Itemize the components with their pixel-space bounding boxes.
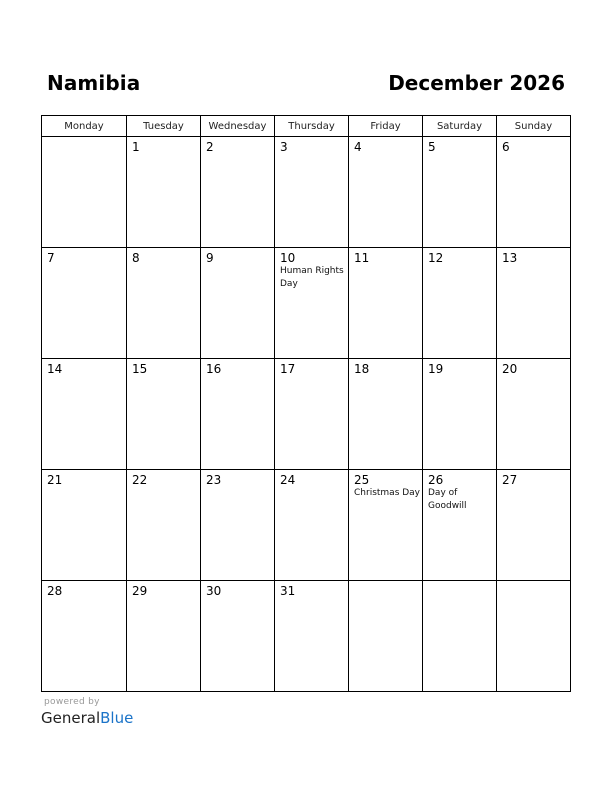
day-cell xyxy=(201,581,275,692)
day-number: 3 xyxy=(280,140,288,154)
day-cell xyxy=(42,581,127,692)
day-cell xyxy=(349,248,423,359)
day-cell xyxy=(201,137,275,248)
day-cell xyxy=(275,137,349,248)
day-number: 10 xyxy=(280,251,296,265)
day-cell xyxy=(497,470,571,581)
weekday-header: Monday xyxy=(42,116,127,137)
day-cell xyxy=(127,137,201,248)
generalblue-logo[interactable] xyxy=(41,709,133,727)
day-cell xyxy=(497,359,571,470)
day-number: 13 xyxy=(502,251,518,265)
day-number: 15 xyxy=(132,362,148,376)
weekday-header-row xyxy=(42,116,571,137)
powered-by-label: powered by xyxy=(44,697,100,707)
day-number: 2 xyxy=(206,140,214,154)
day-number: 26 xyxy=(428,473,444,487)
day-number: 8 xyxy=(132,251,140,265)
brand-blue-text: Blue xyxy=(100,709,134,727)
week-row xyxy=(42,137,571,248)
day-number: 19 xyxy=(428,362,444,376)
day-cell xyxy=(42,248,127,359)
weekday-header: Saturday xyxy=(423,116,497,137)
holiday-label: Human Rights Day xyxy=(280,266,344,289)
day-number: 9 xyxy=(206,251,214,265)
day-cell xyxy=(275,581,349,692)
day-number: 4 xyxy=(354,140,362,154)
weekday-header: Tuesday xyxy=(127,116,201,137)
day-cell xyxy=(201,470,275,581)
day-cell xyxy=(42,137,127,248)
day-cell xyxy=(127,581,201,692)
country-title: Namibia xyxy=(47,71,141,95)
day-cell xyxy=(42,470,127,581)
day-number: 16 xyxy=(206,362,222,376)
weekday-header: Wednesday xyxy=(201,116,275,137)
day-number: 25 xyxy=(354,473,370,487)
week-row xyxy=(42,359,571,470)
day-number: 12 xyxy=(428,251,444,265)
day-number: 20 xyxy=(502,362,518,376)
day-cell xyxy=(423,137,497,248)
day-cell xyxy=(349,470,423,581)
day-cell xyxy=(423,470,497,581)
day-cell xyxy=(497,581,571,692)
day-cell xyxy=(201,248,275,359)
day-cell xyxy=(275,359,349,470)
day-number: 21 xyxy=(47,473,63,487)
day-number: 23 xyxy=(206,473,222,487)
day-number: 7 xyxy=(47,251,55,265)
week-row xyxy=(42,470,571,581)
weekday-header: Thursday xyxy=(275,116,349,137)
day-cell xyxy=(127,359,201,470)
day-cell xyxy=(497,137,571,248)
day-number: 29 xyxy=(132,584,148,598)
holiday-label: Day of Goodwill xyxy=(428,488,467,511)
day-cell xyxy=(423,359,497,470)
day-number: 24 xyxy=(280,473,296,487)
day-number: 14 xyxy=(47,362,63,376)
brand-general-text: General xyxy=(41,709,101,727)
day-number: 22 xyxy=(132,473,148,487)
day-number: 18 xyxy=(354,362,370,376)
weekday-header: Sunday xyxy=(497,116,571,137)
day-cell xyxy=(497,248,571,359)
day-cell xyxy=(275,248,349,359)
day-number: 28 xyxy=(47,584,63,598)
day-cell xyxy=(349,137,423,248)
week-row xyxy=(42,248,571,359)
holiday-label: Christmas Day xyxy=(354,488,421,498)
day-number: 6 xyxy=(502,140,510,154)
day-number: 11 xyxy=(354,251,370,265)
day-cell xyxy=(349,581,423,692)
day-number: 31 xyxy=(280,584,296,598)
week-row xyxy=(42,581,571,692)
calendar-grid xyxy=(41,115,571,692)
day-number: 27 xyxy=(502,473,518,487)
day-number: 5 xyxy=(428,140,436,154)
day-cell xyxy=(127,248,201,359)
day-number: 30 xyxy=(206,584,222,598)
month-title: December 2026 xyxy=(388,71,565,95)
day-cell xyxy=(127,470,201,581)
day-number: 1 xyxy=(132,140,140,154)
day-cell xyxy=(423,248,497,359)
day-cell xyxy=(275,470,349,581)
day-cell xyxy=(42,359,127,470)
day-cell xyxy=(349,359,423,470)
day-cell xyxy=(423,581,497,692)
day-number: 17 xyxy=(280,362,296,376)
day-cell xyxy=(201,359,275,470)
weekday-header: Friday xyxy=(349,116,423,137)
